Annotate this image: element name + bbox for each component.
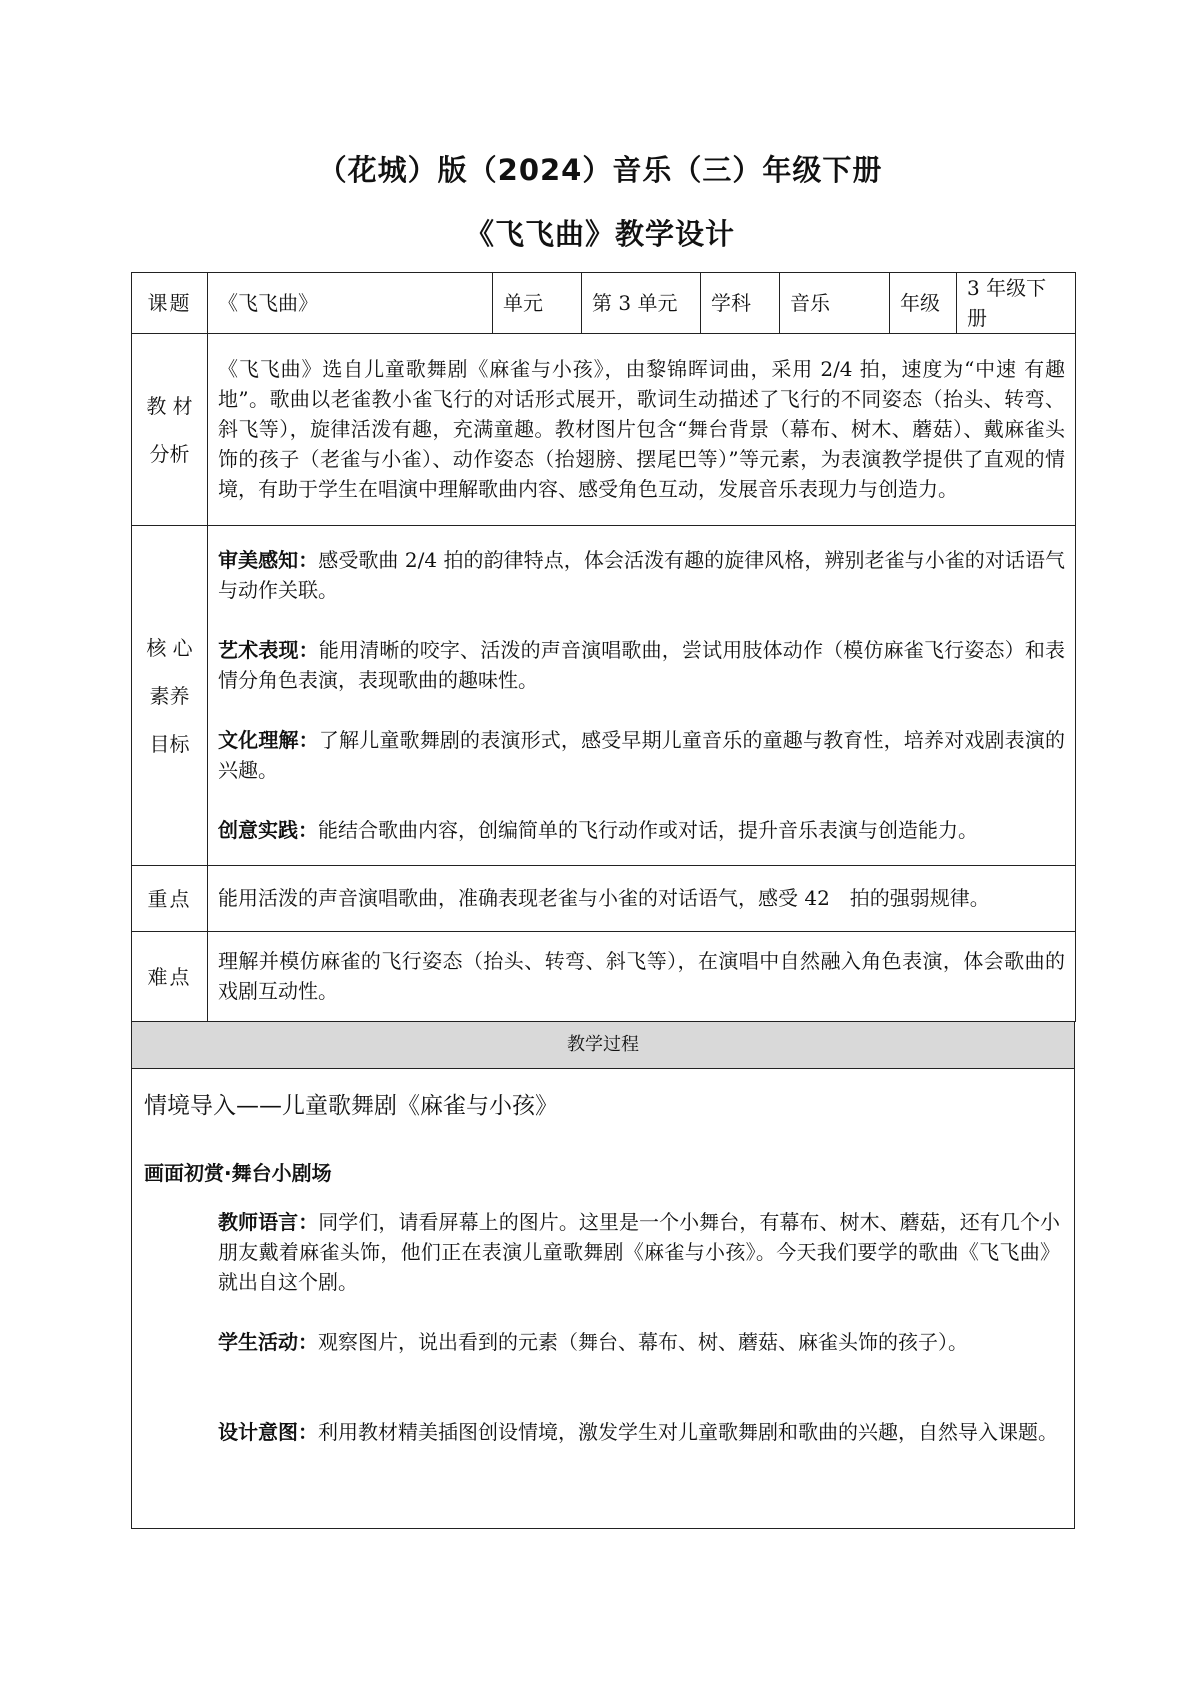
para-text: 观察图片，说出看到的元素（舞台、幕布、树、蘑菇、麻雀头饰的孩子）。 (318, 1330, 968, 1354)
unit-value: 第 3 单元 (582, 273, 701, 334)
goal-text: 了解儿童歌舞剧的表演形式，感受早期儿童音乐的童趣与教育性，培养对戏剧表演的兴趣。 (218, 727, 1066, 782)
topic-value: 《飞飞曲》 (208, 273, 493, 334)
key-point-label: 重点 (132, 866, 208, 932)
analysis-row (132, 334, 1076, 526)
core-label-line2: 素养 (149, 683, 190, 708)
grade-label: 年级 (890, 273, 957, 334)
student-activity (218, 1327, 1060, 1357)
grade-value: 3 年级下册 (957, 273, 1076, 334)
subject-label: 学科 (701, 273, 780, 334)
para-key: 设计意图： (218, 1420, 318, 1444)
teaching-process-header: 教学过程 (131, 1022, 1075, 1069)
analysis-label-line2: 分析 (149, 441, 190, 466)
goal-item (218, 725, 1065, 785)
lesson-plan-table (131, 272, 1075, 1529)
goal-key: 文化理解： (218, 727, 319, 752)
goal-key: 审美感知： (218, 547, 319, 572)
difficulty-row (132, 932, 1076, 1022)
info-row (132, 273, 1076, 334)
document-title: （花城）版（2024）音乐（三）年级下册 (317, 153, 883, 187)
goal-key: 艺术表现： (218, 637, 319, 662)
topic-label: 课题 (132, 273, 208, 334)
core-label (132, 526, 208, 866)
goal-text: 感受歌曲 2/4 拍的韵律特点，体会活泼有趣的旋律风格，辨别老雀与小雀的对话语气与动作关联。 (218, 547, 1066, 602)
subject-value: 音乐 (780, 273, 890, 334)
para-key: 学生活动： (218, 1330, 318, 1354)
core-label-line3: 目标 (149, 731, 190, 756)
para-text: 同学们，请看屏幕上的图片。这里是一个小舞台，有幕布、树木、蘑菇，还有几个小朋友戴着麻雀头饰，他们正在表演儿童歌舞剧《麻雀与小孩》。今天我们要学的歌曲《飞飞曲》就出自这个剧。 (218, 1210, 1061, 1294)
core-goals (208, 526, 1076, 866)
para-key: 教师语言： (218, 1210, 319, 1234)
difficulty-text: 理解并模仿麻雀的飞行姿态（抬头、转弯、斜飞等），在演唱中自然融入角色表演，体会歌曲的戏剧互动性。 (208, 932, 1076, 1022)
goal-item (218, 635, 1065, 695)
goal-key: 创意实践： (218, 817, 318, 842)
analysis-text: 《飞飞曲》选自儿童歌舞剧《麻雀与小孩》，由黎锦晖词曲，采用 2/4 拍，速度为“中速 有趣地”。歌曲以老雀教小雀飞行的对话形式展开，歌词生动描述了飞行的不同姿态（抬头、转弯、斜飞等），旋律活泼有趣，充满童趣。教材图片包含“舞台背景（幕布、树木、蘑菇）、戴麻雀头饰的孩子（老雀与小雀）、动作姿态（抬翅膀、摆尾巴等）”等元素，为表演教学提供了直观的情境，有助于学生在唱演中理解歌曲内容、感受角色互动，发展音乐表现力与创造力。 (208, 334, 1076, 526)
teaching-process-content (131, 1069, 1075, 1529)
section-title: 情境导入——儿童歌舞剧《麻雀与小孩》 (144, 1093, 558, 1119)
design-intent (218, 1417, 1060, 1447)
key-point-text: 能用活泼的声音演唱歌曲，准确表现老雀与小雀的对话语气，感受 42 拍的强弱规律。 (208, 866, 1076, 932)
difficulty-label: 难点 (132, 932, 208, 1022)
info-table (131, 272, 1076, 1022)
analysis-label-line1: 教 材 (146, 393, 193, 418)
core-label-line1: 核 心 (146, 635, 193, 660)
document-subtitle: 《飞飞曲》教学设计 (464, 217, 735, 251)
analysis-label (132, 334, 208, 526)
unit-label: 单元 (493, 273, 582, 334)
goal-text: 能用清晰的咬字、活泼的声音演唱歌曲，尝试用肢体动作（模仿麻雀飞行姿态）和表情分角色表演，表现歌曲的趣味性。 (218, 637, 1066, 692)
teacher-speech (218, 1207, 1060, 1297)
goal-text: 能结合歌曲内容，创编简单的飞行动作或对话，提升音乐表演与创造能力。 (318, 817, 978, 842)
goal-item (218, 545, 1065, 605)
core-row (132, 526, 1076, 866)
para-text: 利用教材精美插图创设情境，激发学生对儿童歌舞剧和歌曲的兴趣，自然导入课题。 (318, 1420, 1058, 1444)
key-point-row (132, 866, 1076, 932)
subsection-title: 画面初赏·舞台小剧场 (144, 1161, 332, 1185)
goal-item (218, 815, 1065, 845)
